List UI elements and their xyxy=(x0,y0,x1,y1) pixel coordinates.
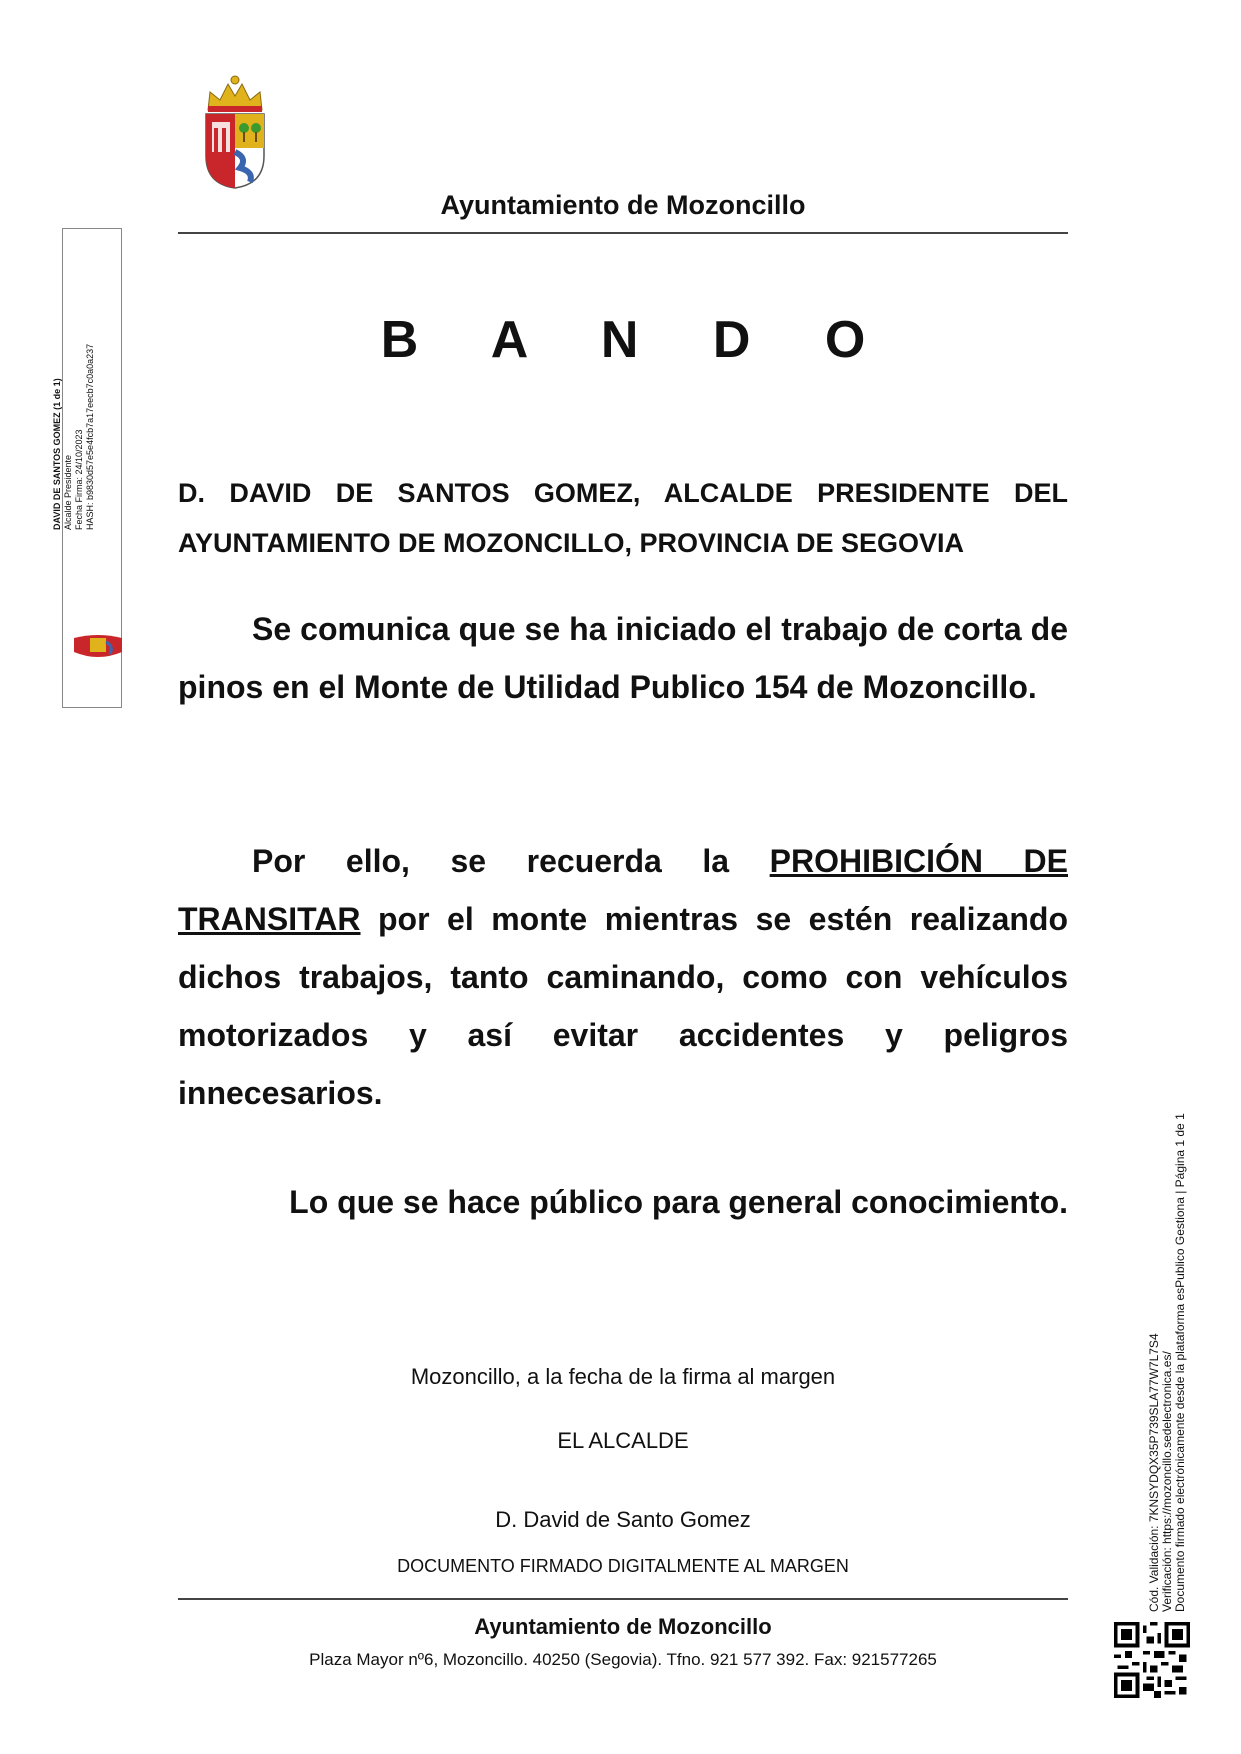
verification-info xyxy=(1148,1113,1187,1612)
signatory-role: EL ALCALDE xyxy=(557,1428,689,1453)
header-title: Ayuntamiento de Mozoncillo xyxy=(440,190,806,220)
footer-title: Ayuntamiento de Mozoncillo xyxy=(474,1614,772,1639)
signatory-name: D. David de Santo Gomez xyxy=(495,1507,751,1532)
document-title: B A N D O xyxy=(380,311,896,369)
paragraph-announcement: Se comunica que se ha iniciado el trabajo de corta de pinos en el Monte de Utilidad Publico 154 de Mozoncillo. xyxy=(178,611,1068,705)
issuing-authority: D. DAVID DE SANTOS GOMEZ, ALCALDE PRESIDENTE DEL AYUNTAMIENTO DE MOZONCILLO, PROVINCIA DE SEGOVIA xyxy=(178,478,1068,558)
paragraph-prohibition xyxy=(178,832,1068,1122)
digital-signature-note: DOCUMENTO FIRMADO DIGITALMENTE AL MARGEN xyxy=(397,1556,849,1576)
signature-seal-icon xyxy=(72,632,124,662)
prohibition-prefix: Por ello, se recuerda la xyxy=(252,843,730,879)
validation-code: Cód. Validación: 7KNSYDQX35P739SLA77W7L7S4 xyxy=(1147,1333,1161,1612)
prohibition-suffix: por el monte mientras se estén realizando dichos trabajos, tanto caminando, como con vehículos motorizados y así evitar accidentes y peligros innecesarios. xyxy=(178,901,1069,1111)
place-and-date: Mozoncillo, a la fecha de la firma al margen xyxy=(410,1364,836,1389)
platform-note: Documento firmado electrónicamente desde la plataforma esPublico Gestiona | Página 1 de 1 xyxy=(1173,1113,1187,1612)
qr-code-icon[interactable] xyxy=(1114,1622,1190,1698)
signature-info xyxy=(52,330,96,530)
footer-address: Plaza Mayor nº6, Mozoncillo. 40250 (Segovia). Tfno. 921 577 392. Fax: 921577265 xyxy=(309,1650,937,1669)
closing-statement: Lo que se hace público para general conocimiento. xyxy=(289,1184,1068,1220)
verification-url[interactable]: Verificación: https://mozoncillo.sedelectronica.es/ xyxy=(1160,1351,1174,1612)
crown-icon xyxy=(208,76,262,112)
signature-date: Fecha Firma: 24/10/2023 xyxy=(74,429,84,530)
signer-role: Alcalde Presidente xyxy=(63,454,73,530)
prohibition-emphasis: PROHIBICIÓN DE TRANSITAR xyxy=(178,843,1068,937)
header-divider xyxy=(178,232,1068,234)
signer-name: DAVID DE SANTOS GOMEZ (1 de 1) xyxy=(52,378,62,530)
coat-of-arms-logo xyxy=(200,72,270,190)
signature-hash: HASH: b9830d57e5e4fcb7a17eecb7c0a0a237 xyxy=(85,343,95,530)
footer-divider xyxy=(178,1598,1068,1600)
